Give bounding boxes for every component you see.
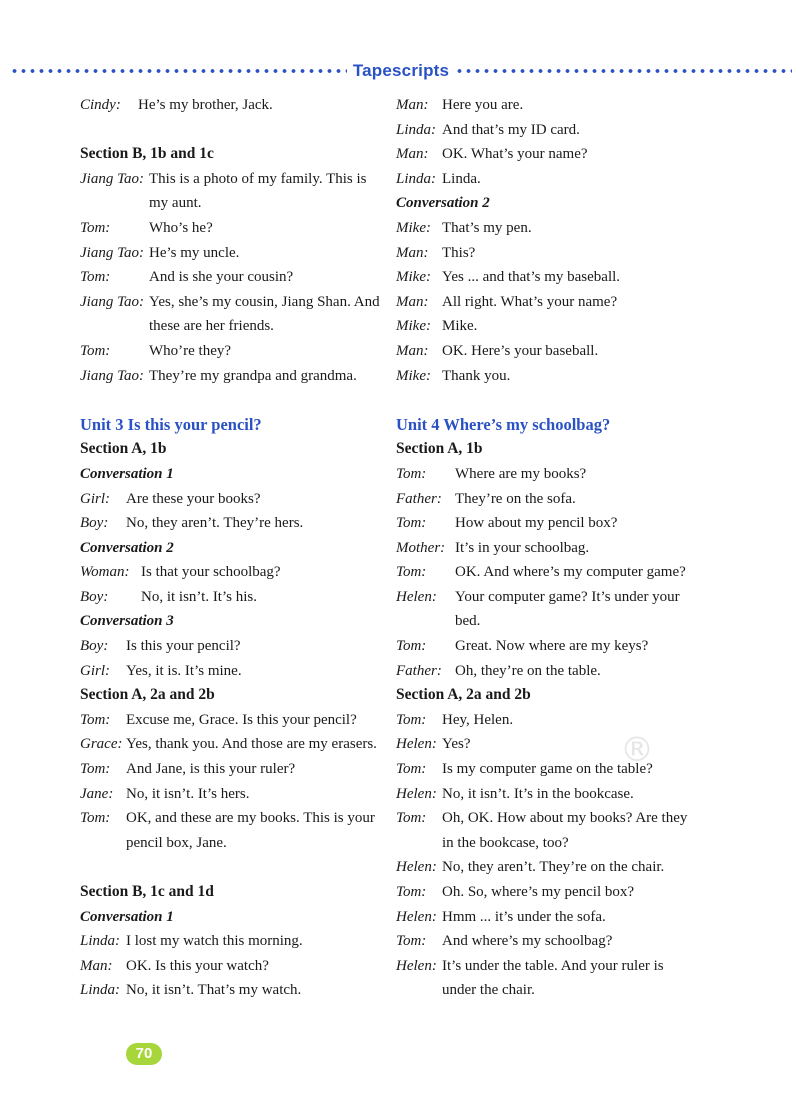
speaker-name: Tom: xyxy=(396,884,427,900)
registered-watermark: ® xyxy=(620,730,654,770)
speaker-name: Man: xyxy=(396,342,429,359)
dialogue-line xyxy=(396,314,696,339)
speaker-name: Linda: xyxy=(396,121,437,138)
dialogue-line xyxy=(80,732,380,757)
dialogue-line xyxy=(80,634,380,659)
dialogue-text: Excuse me, Grace. Is this your pencil? xyxy=(126,711,357,728)
speaker-name: Tom: xyxy=(396,933,427,950)
speaker-name: Cindy: xyxy=(80,97,121,113)
dialogue-line xyxy=(396,339,696,364)
dialogue-text: Hey, Helen. xyxy=(442,711,514,728)
speaker-name: Girl: xyxy=(80,662,110,679)
dialogue-line xyxy=(80,954,380,979)
dialogue-line xyxy=(396,142,696,167)
dialogue-text: It’s under the table. And your ruler is under the chair. xyxy=(442,957,664,999)
speaker-name: Father: xyxy=(396,662,442,679)
speaker-name: Mike: xyxy=(396,367,431,384)
dialogue-line xyxy=(80,364,380,389)
header-dots-right xyxy=(455,69,792,73)
speaker-name: Mother: xyxy=(396,539,446,556)
dialogue-line xyxy=(80,659,380,684)
dialogue-line xyxy=(80,708,380,733)
speaker-name: Linda: xyxy=(80,933,121,950)
dialogue-line xyxy=(396,634,696,659)
section-heading: Section A, 1b xyxy=(80,440,167,458)
dialogue-text: And where’s my schoolbag? xyxy=(442,933,613,950)
dialogue-line xyxy=(80,290,380,339)
dialogue-text: OK. Is this your watch? xyxy=(126,957,269,974)
speaker-name: Tom: xyxy=(396,761,427,778)
dialogue-line xyxy=(80,265,380,290)
dialogue-line xyxy=(396,560,696,585)
dialogue-text: This? xyxy=(442,244,476,261)
dialogue-text: No, it isn’t. It’s hers. xyxy=(126,785,250,802)
dialogue-text: It’s in your schoolbag. xyxy=(455,539,590,556)
speaker-name: Tom: xyxy=(396,515,427,532)
dialogue-text: OK. Here’s your baseball. xyxy=(442,342,599,359)
dialogue-line xyxy=(396,167,696,192)
speaker-name: Tom: xyxy=(80,711,111,728)
section-heading: Section A, 2a and 2b xyxy=(80,686,215,704)
speaker-name: Woman: xyxy=(80,564,130,581)
speaker-name: Mike: xyxy=(396,318,431,335)
dialogue-line xyxy=(396,462,696,487)
speaker-name: Helen: xyxy=(396,859,437,876)
dialogue-text: OK. And where’s my computer game? xyxy=(455,564,686,581)
dialogue-line xyxy=(80,757,380,782)
dialogue-line xyxy=(396,954,696,1003)
dialogue-text: Yes ... and that’s my baseball. xyxy=(442,269,621,286)
speaker-name: Helen: xyxy=(396,908,437,925)
conversation-heading: Conversation 2 xyxy=(396,195,490,212)
speaker-name: Tom: xyxy=(80,219,111,236)
dialogue-line xyxy=(396,536,696,561)
speaker-name: Helen: xyxy=(396,588,437,605)
dialogue-line xyxy=(396,880,696,905)
speaker-name: Man: xyxy=(80,957,113,974)
dialogue-line xyxy=(396,118,696,143)
dialogue-line xyxy=(396,93,696,118)
dialogue-text: Your computer game? It’s under your bed. xyxy=(455,588,680,630)
conversation-heading: Conversation 2 xyxy=(80,539,174,556)
dialogue-line xyxy=(396,487,696,512)
dialogue-line xyxy=(396,216,696,241)
dialogue-text: Are these your books? xyxy=(126,490,261,507)
page-number: 70 xyxy=(126,1043,162,1065)
dialogue-text: He’s my brother, Jack. xyxy=(138,97,273,113)
speaker-name: Mike: xyxy=(396,269,431,286)
dialogue-text: No, they aren’t. They’re on the chair. xyxy=(442,859,665,876)
speaker-name: Linda: xyxy=(80,982,121,999)
dialogue-text: Oh, OK. How about my books? Are they in the bookcase, too? xyxy=(442,810,688,851)
speaker-name: Jiang Tao: xyxy=(80,293,145,310)
dialogue-text: This is a photo of my family. This is my aunt. xyxy=(149,170,367,212)
speaker-name: Grace: xyxy=(80,736,123,753)
dialogue-text: OK. What’s your name? xyxy=(442,146,588,163)
speaker-name: Jiang Tao: xyxy=(80,244,145,261)
speaker-name: Girl: xyxy=(80,490,110,507)
dialogue-text: Who’s he? xyxy=(149,219,213,236)
dialogue-line xyxy=(396,290,696,315)
dialogue-text: Yes, she’s my cousin, Jiang Shan. And these are her friends. xyxy=(149,293,380,335)
dialogue-line xyxy=(396,929,696,954)
unit-heading: Unit 4 Where’s my schoolbag? xyxy=(396,414,611,434)
speaker-name: Man: xyxy=(396,146,429,163)
dialogue-text: And that’s my ID card. xyxy=(442,121,580,138)
conversation-heading: Conversation 3 xyxy=(80,613,174,630)
dialogue-line xyxy=(80,978,380,1003)
dialogue-line xyxy=(80,929,380,954)
dialogue-text: Is that your schoolbag? xyxy=(141,564,281,581)
dialogue-line xyxy=(80,487,380,512)
speaker-name: Tom: xyxy=(396,638,427,655)
dialogue-text: Where are my books? xyxy=(455,465,587,482)
speaker-name: Tom: xyxy=(80,810,111,827)
right-column xyxy=(396,93,696,1003)
speaker-name: Man: xyxy=(396,293,429,310)
dialogue-line xyxy=(80,782,380,807)
section-heading: Section A, 2a and 2b xyxy=(396,686,531,704)
speaker-name: Linda: xyxy=(396,170,437,187)
dialogue-line xyxy=(396,241,696,266)
conversation-heading: Conversation 1 xyxy=(80,465,174,482)
dialogue-text: I lost my watch this morning. xyxy=(126,933,303,950)
dialogue-text: Yes, thank you. And those are my erasers. xyxy=(126,736,377,753)
speaker-name: Helen: xyxy=(396,785,437,802)
dialogue-line xyxy=(396,265,696,290)
dialogue-text: No, it isn’t. It’s in the bookcase. xyxy=(442,785,634,802)
speaker-name: Tom: xyxy=(396,810,427,827)
speaker-name: Tom: xyxy=(80,269,111,286)
section-heading: Section B, 1b and 1c xyxy=(80,145,214,163)
dialogue-line xyxy=(80,511,380,536)
dialogue-text: They’re on the sofa. xyxy=(455,490,576,507)
dialogue-line xyxy=(80,241,380,266)
speaker-name: Man: xyxy=(396,244,429,261)
dialogue-text: That’s my pen. xyxy=(442,219,532,236)
speaker-name: Tom: xyxy=(396,465,427,482)
dialogue-text: Mike. xyxy=(442,318,478,335)
speaker-name: Tom: xyxy=(396,711,427,728)
dialogue-text: No, it isn’t. It’s his. xyxy=(141,588,257,605)
dialogue-text: No, they aren’t. They’re hers. xyxy=(126,515,304,532)
dialogue-line xyxy=(396,782,696,807)
speaker-name: Boy: xyxy=(80,515,109,532)
dialogue-line xyxy=(80,167,380,216)
spacer xyxy=(396,388,696,413)
header-title: Tapescripts xyxy=(352,61,450,80)
dialogue-text: Hmm ... it’s under the sofa. xyxy=(442,908,606,925)
dialogue-line xyxy=(80,339,380,364)
dialogue-text: Yes, it is. It’s mine. xyxy=(126,662,242,679)
dialogue-line xyxy=(80,585,380,610)
dialogue-text: Thank you. xyxy=(442,367,511,384)
section-heading: Section A, 1b xyxy=(396,440,483,458)
speaker-name: Boy: xyxy=(80,588,109,605)
spacer xyxy=(80,855,380,880)
dialogue-text: How about my pencil box? xyxy=(455,515,618,532)
speaker-name: Jiang Tao: xyxy=(80,367,145,384)
dialogue-text: He’s my uncle. xyxy=(149,244,240,261)
dialogue-line xyxy=(396,806,696,855)
spacer xyxy=(80,118,380,143)
speaker-name: Man: xyxy=(396,97,429,113)
dialogue-text: Yes? xyxy=(442,736,471,753)
dialogue-line xyxy=(396,659,696,684)
speaker-name: Jane: xyxy=(80,785,114,802)
dialogue-text: Here you are. xyxy=(442,97,524,113)
dialogue-text: Is my computer game on the table? xyxy=(442,761,653,778)
dialogue-line xyxy=(80,216,380,241)
dialogue-line xyxy=(80,806,380,855)
dialogue-line xyxy=(80,93,380,118)
speaker-name: Mike: xyxy=(396,219,431,236)
dialogue-text: Linda. xyxy=(442,170,481,187)
dialogue-line xyxy=(80,560,380,585)
left-column xyxy=(80,93,380,1003)
speaker-name: Tom: xyxy=(396,564,427,581)
page-header xyxy=(10,58,792,84)
speaker-name: Jiang Tao: xyxy=(80,170,145,187)
dialogue-text: They’re my grandpa and grandma. xyxy=(149,367,357,384)
dialogue-text: Oh, they’re on the table. xyxy=(455,662,601,679)
speaker-name: Helen: xyxy=(396,736,437,753)
dialogue-line xyxy=(396,905,696,930)
dialogue-line xyxy=(396,364,696,389)
dialogue-text: OK, and these are my books. This is your pencil box, Jane. xyxy=(126,810,375,851)
unit-heading: Unit 3 Is this your pencil? xyxy=(80,414,262,434)
dialogue-line xyxy=(396,855,696,880)
speaker-name: Helen: xyxy=(396,957,437,974)
spacer xyxy=(80,388,380,413)
speaker-name: Father: xyxy=(396,490,442,507)
dialogue-text: And is she your cousin? xyxy=(149,269,294,286)
dialogue-text: All right. What’s your name? xyxy=(442,293,618,310)
speaker-name: Boy: xyxy=(80,638,109,655)
speaker-name: Tom: xyxy=(80,761,111,778)
dialogue-line xyxy=(396,708,696,733)
dialogue-line xyxy=(396,585,696,634)
header-dots-left xyxy=(10,69,347,73)
speaker-name: Tom: xyxy=(80,342,111,359)
dialogue-text: Great. Now where are my keys? xyxy=(455,638,649,655)
dialogue-text: Is this your pencil? xyxy=(126,638,241,655)
dialogue-text: Who’re they? xyxy=(149,342,232,359)
section-heading: Section B, 1c and 1d xyxy=(80,883,214,900)
conversation-heading: Conversation 1 xyxy=(80,908,174,925)
dialogue-text: No, it isn’t. That’s my watch. xyxy=(126,982,302,999)
dialogue-text: Oh. So, where’s my pencil box? xyxy=(442,884,635,900)
dialogue-text: And Jane, is this your ruler? xyxy=(126,761,296,778)
dialogue-line xyxy=(396,511,696,536)
